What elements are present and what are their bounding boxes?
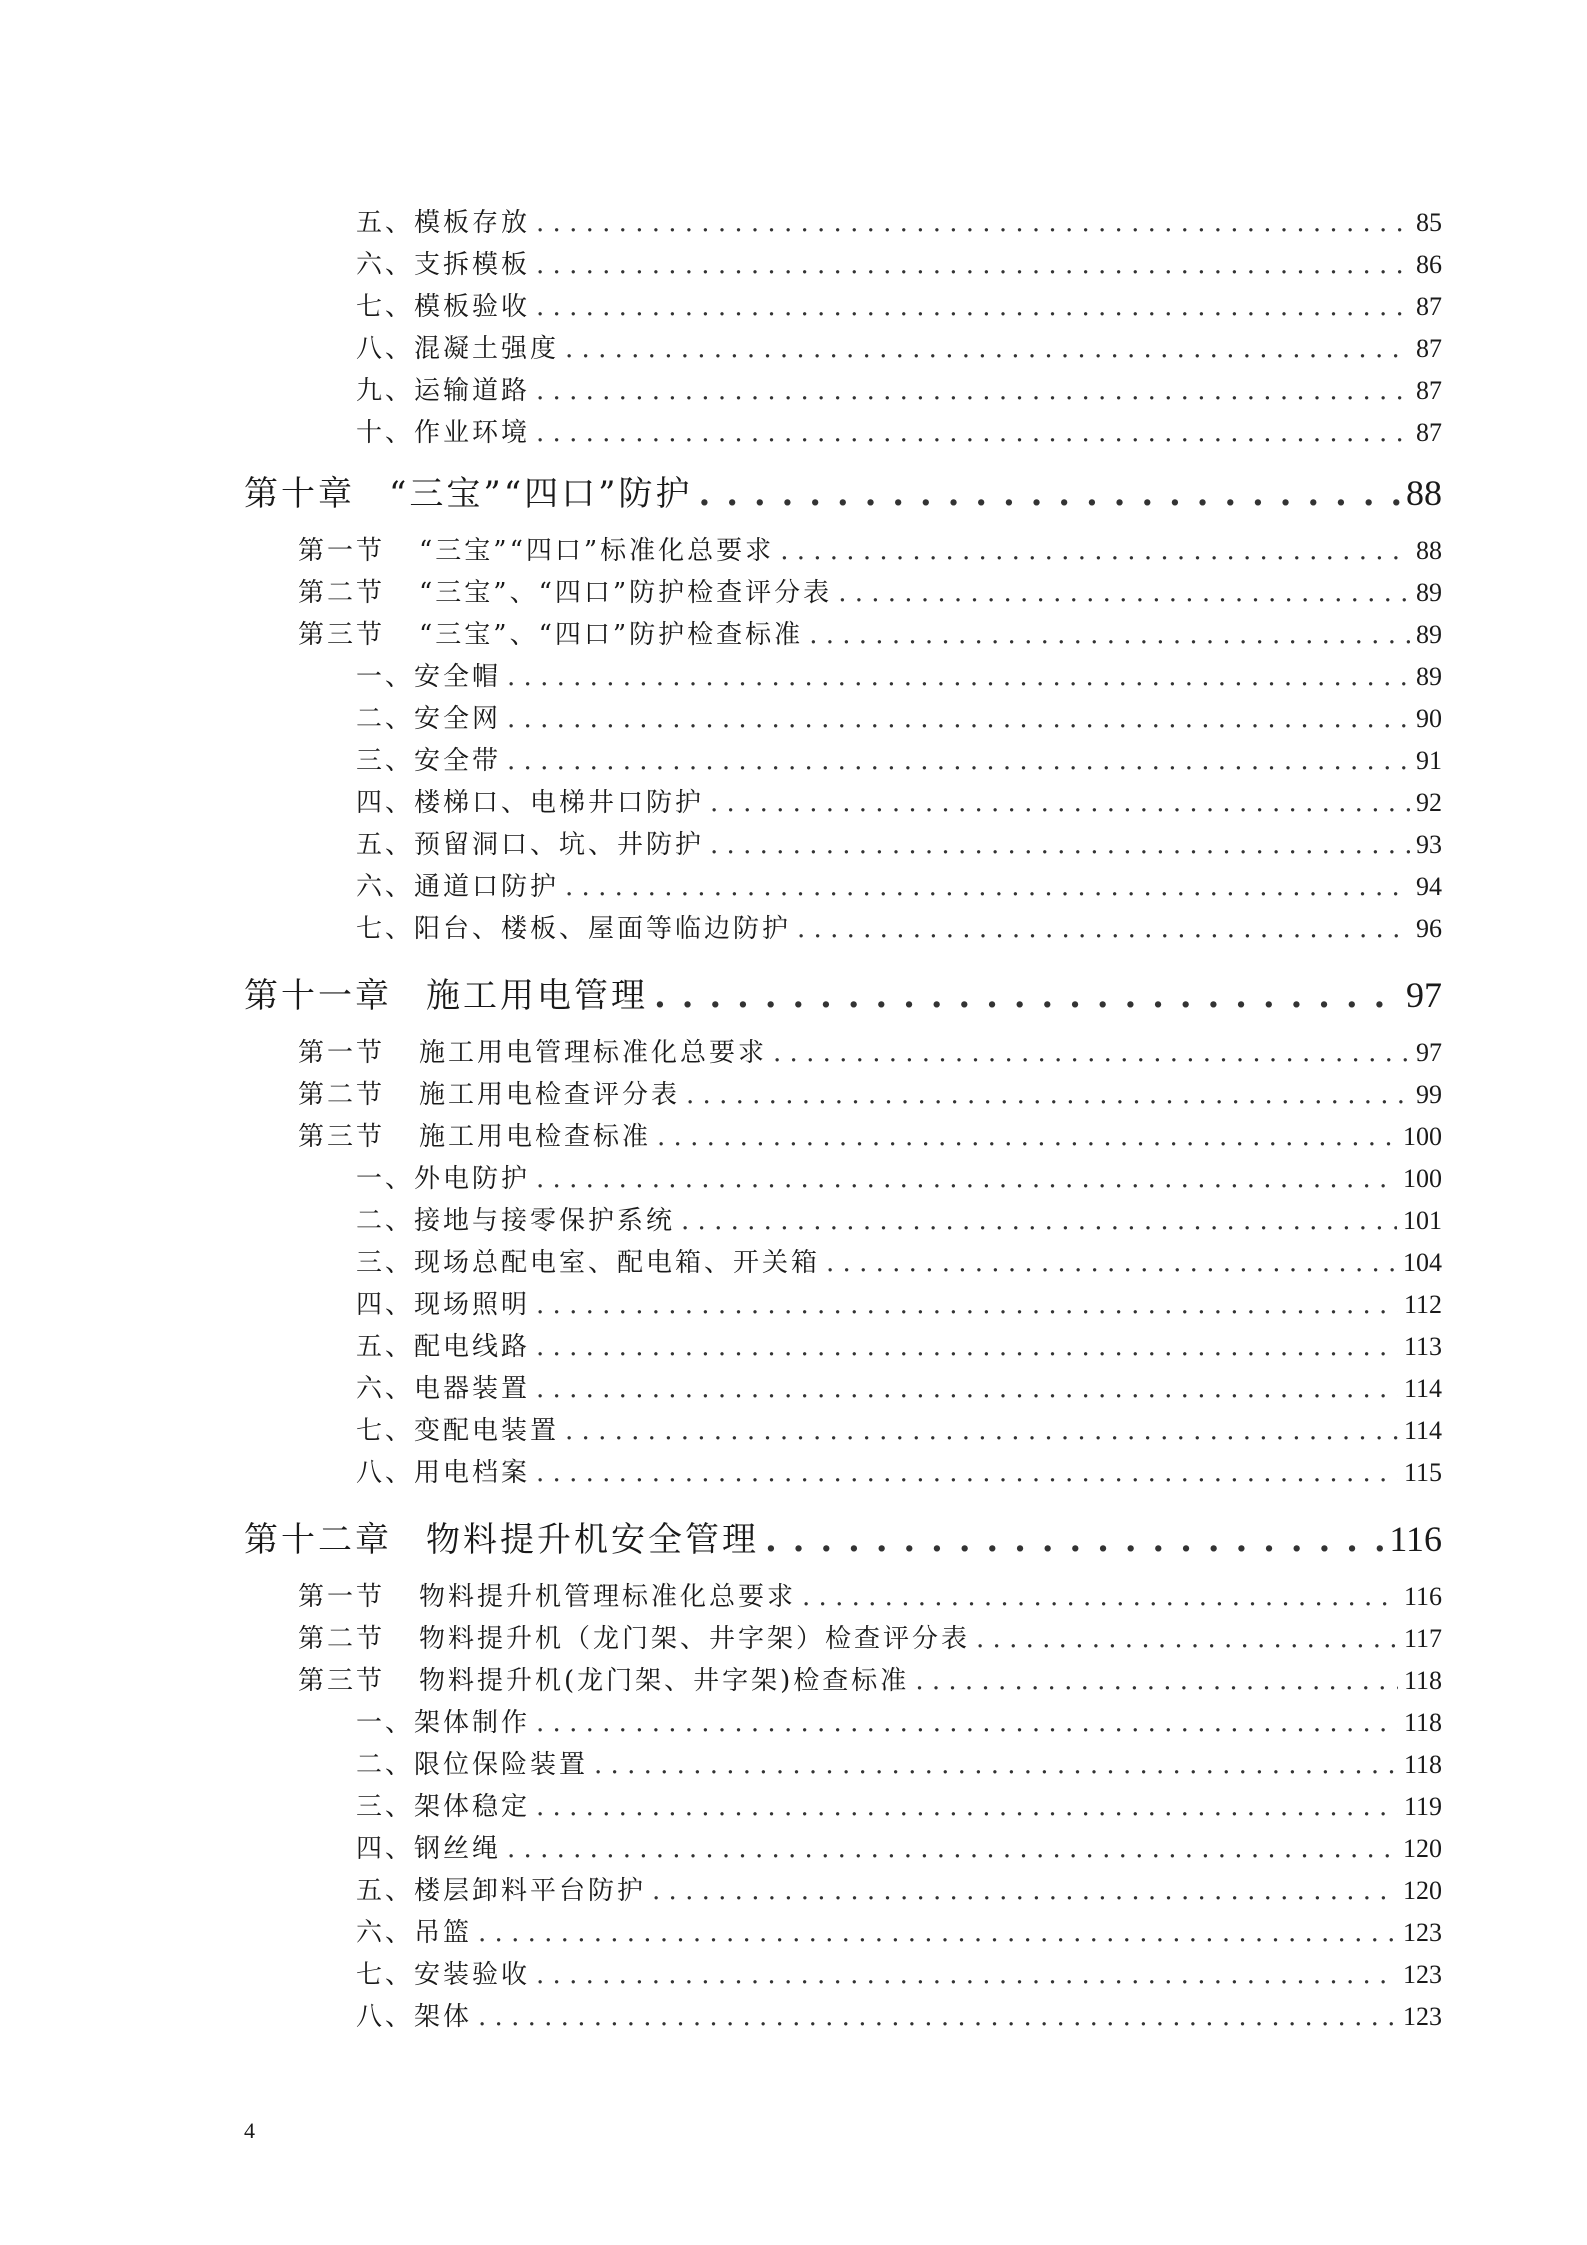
toc-item[interactable] [356,1368,1442,1405]
toc-entry-label: 物料提升机(龙门架、井字架)检查标准 [419,1666,910,1696]
toc-entry-title: 三、现场总配电室、配电箱、开关箱 [356,1248,821,1278]
toc-leader-dots [565,872,1410,902]
toc-entry-label: 施工用电管理标准化总要求 [419,1038,768,1068]
toc-leader-dots [536,1290,1398,1320]
toc-entry-number: 第一节 [298,1038,386,1068]
toc-section[interactable] [298,1116,1442,1153]
toc-leader-dots [773,1038,1410,1068]
toc-leader-dots [536,1164,1397,1194]
toc-item[interactable] [356,202,1442,239]
toc-item[interactable] [356,412,1442,449]
toc-entry-title: 七、阳台、楼板、屋面等临边防护 [356,914,792,944]
toc-page-number: 112 [1403,1290,1442,1319]
toc-page-number: 120 [1403,1876,1442,1905]
toc-entry-title: 八、架体 [356,2002,473,2032]
toc-entry-number: 第三节 [298,620,386,650]
toc-entry-title [244,1512,759,1561]
toc-leader-dots [765,1520,1383,1560]
toc-entry-title: 八、混凝土强度 [356,334,560,364]
toc-leader-dots [699,474,1400,514]
toc-page-number: 113 [1403,1332,1442,1361]
toc-entry-label: 物料提升机管理标准化总要求 [419,1582,797,1612]
toc-leader-dots [536,292,1410,322]
toc-section[interactable] [298,572,1442,609]
toc-item[interactable] [356,1744,1442,1781]
toc-leader-dots [654,976,1400,1016]
toc-leader-dots [507,662,1410,692]
toc-entry-title [298,1032,767,1069]
toc-entry-number: 第三节 [298,1122,386,1152]
toc-leader-dots [915,1666,1398,1696]
toc-item[interactable] [356,824,1442,861]
toc-item[interactable] [356,1326,1442,1363]
toc-chapter[interactable] [244,1512,1442,1561]
toc-item[interactable] [356,740,1442,777]
toc-entry-title: 三、架体稳定 [356,1792,531,1822]
toc-leader-dots [809,620,1410,650]
toc-entry-title [298,572,832,609]
toc-section[interactable] [298,530,1442,567]
toc-page-number: 89 [1416,662,1442,691]
toc-entry-title: 五、楼层卸料平台防护 [356,1876,647,1906]
toc-entry-label: 物料提升机（龙门架、井字架）检查评分表 [419,1624,971,1654]
toc-page-number: 118 [1403,1750,1442,1779]
toc-leader-dots [710,788,1410,818]
toc-entry-title: 二、接地与接零保护系统 [356,1206,676,1236]
toc-entry-number: 第一节 [298,536,386,566]
toc-page-number: 104 [1403,1248,1442,1277]
toc-item[interactable] [356,244,1442,281]
toc-page-number: 120 [1403,1834,1442,1863]
toc-entry-title: 九、运输道路 [356,376,531,406]
toc-page-number: 87 [1416,418,1442,447]
toc-entry-number: 第三节 [298,1666,386,1696]
toc-leader-dots [478,1918,1397,1948]
toc-leader-dots [802,1582,1398,1612]
toc-item[interactable] [356,1870,1442,1907]
toc-leader-dots [657,1122,1397,1152]
toc-page-number: 96 [1416,914,1442,943]
toc-page-number: 88 [1406,473,1442,513]
toc-entry-title [298,1660,909,1697]
toc-entry-number: 第一节 [298,1582,386,1612]
toc-entry-number: 第十一章 [244,976,392,1016]
toc-entry-title [298,1116,651,1153]
toc-entry-label: 物料提升机安全管理 [426,1520,759,1560]
toc-item[interactable] [356,1452,1442,1489]
toc-leader-dots [686,1080,1410,1110]
toc-leader-dots [652,1876,1397,1906]
toc-entry-title [298,1074,680,1111]
toc-leader-dots [536,418,1410,448]
toc-entry-title: 二、限位保险装置 [356,1750,589,1780]
toc-entry-label: 施工用电检查标准 [419,1122,652,1152]
toc-entry-title: 七、变配电装置 [356,1416,560,1446]
toc-entry-label: 施工用电检查评分表 [419,1080,681,1110]
toc-page-number: 123 [1403,1918,1442,1947]
toc-page-number: 100 [1403,1164,1442,1193]
toc-leader-dots [478,2002,1397,2032]
toc-section[interactable] [298,614,1442,651]
toc-leader-dots [826,1248,1397,1278]
toc-item[interactable] [356,1242,1442,1279]
toc-entry-title: 四、楼梯口、电梯井口防护 [356,788,705,818]
toc-leader-dots [976,1624,1398,1654]
toc-entry-title: 七、模板验收 [356,292,531,322]
toc-entry-title: 一、安全帽 [356,662,502,692]
page-number: 4 [244,2118,255,2143]
toc-page-number: 123 [1403,2002,1442,2031]
toc-page-number: 119 [1403,1792,1442,1821]
toc-item[interactable] [356,1912,1442,1949]
toc-page-number: 114 [1403,1374,1442,1403]
toc-page-number: 116 [1403,1582,1442,1611]
toc-item[interactable] [356,656,1442,693]
toc-entry-title: 一、外电防护 [356,1164,531,1194]
toc-section[interactable] [298,1032,1442,1069]
toc-leader-dots [536,250,1410,280]
toc-leader-dots [536,1374,1398,1404]
toc-page-number: 86 [1416,250,1442,279]
toc-page-number: 116 [1389,1519,1442,1559]
toc-leader-dots [536,1792,1398,1822]
toc-entry-title: 三、安全带 [356,746,502,776]
toc-entry-title: 五、模板存放 [356,208,531,238]
toc-chapter[interactable] [244,466,1442,515]
toc-leader-dots [536,1960,1397,1990]
toc-entry-title: 六、电器装置 [356,1374,531,1404]
toc-leader-dots [780,536,1410,566]
toc-entry-label: “三宝”“四口”标准化总要求 [419,536,775,566]
toc-page-number: 123 [1403,1960,1442,1989]
toc-entry-title: 一、架体制作 [356,1708,531,1738]
toc-item[interactable] [356,866,1442,903]
toc-page-number: 101 [1403,1206,1442,1235]
toc-entry-number: 第十二章 [244,1520,392,1560]
toc-item[interactable] [356,1996,1442,2033]
toc-page-number: 114 [1403,1416,1442,1445]
toc-page-number: 117 [1403,1624,1442,1653]
toc-leader-dots [536,1708,1398,1738]
toc-section[interactable] [298,1618,1442,1655]
toc-entry-title [244,466,693,515]
toc-item[interactable] [356,1200,1442,1237]
toc-entry-title: 二、安全网 [356,704,502,734]
toc-leader-dots [507,746,1410,776]
toc-item[interactable] [356,782,1442,819]
toc-page-number: 118 [1403,1666,1442,1695]
toc-entry-number: 第二节 [298,578,386,608]
toc-entry-title: 六、吊篮 [356,1918,473,1948]
toc-leader-dots [681,1206,1397,1236]
toc-leader-dots [536,1332,1398,1362]
toc-entry-label: “三宝”、“四口”防护检查标准 [419,620,804,650]
toc-leader-dots [710,830,1410,860]
toc-entry-title [298,614,803,651]
toc-item[interactable] [356,1284,1442,1321]
toc-entry-title: 七、安装验收 [356,1960,531,1990]
toc-entry-label: 施工用电管理 [426,976,648,1016]
toc-page-number: 100 [1403,1122,1442,1151]
toc-leader-dots [507,704,1410,734]
toc-item[interactable] [356,1828,1442,1865]
toc-entry-number: 第二节 [298,1624,386,1654]
toc-page-number: 87 [1416,376,1442,405]
toc-page-number: 90 [1416,704,1442,733]
toc-page-number: 91 [1416,746,1442,775]
toc-page-number: 94 [1416,872,1442,901]
toc-item[interactable] [356,328,1442,365]
toc-page-number: 92 [1416,788,1442,817]
toc-entry-title: 四、现场照明 [356,1290,531,1320]
toc-entry-title [244,968,648,1017]
toc-entry-title [298,530,774,567]
toc-section[interactable] [298,1576,1442,1613]
toc-entry-title [298,1618,970,1655]
toc-entry-title: 五、配电线路 [356,1332,531,1362]
toc-page-number: 97 [1406,975,1442,1015]
toc-page-number: 88 [1416,536,1442,565]
toc-leader-dots [565,1416,1398,1446]
toc-leader-dots [797,914,1410,944]
toc-page-number: 89 [1416,578,1442,607]
toc-entry-title: 六、通道口防护 [356,872,560,902]
toc-entry-title: 四、钢丝绳 [356,1834,502,1864]
toc-page-number: 87 [1416,292,1442,321]
toc-entry-title: 五、预留洞口、坑、井防护 [356,830,705,860]
toc-entry-label: “三宝”、“四口”防护检查评分表 [419,578,833,608]
toc-item[interactable] [356,1158,1442,1195]
toc-item[interactable] [356,1954,1442,1991]
toc-page-number: 87 [1416,334,1442,363]
toc-entry-label: “三宝”“四口”防护 [389,474,693,514]
toc-item[interactable] [356,1410,1442,1447]
toc-entry-title: 十、作业环境 [356,418,531,448]
toc-section[interactable] [298,1660,1442,1697]
toc-leader-dots [594,1750,1398,1780]
toc-page-number: 115 [1403,1458,1442,1487]
toc-entry-number: 第十章 [244,474,355,514]
toc-leader-dots [536,1458,1398,1488]
toc-leader-dots [536,376,1410,406]
toc-section[interactable] [298,1074,1442,1111]
toc-leader-dots [565,334,1410,364]
toc-entry-number: 第二节 [298,1080,386,1110]
toc-leader-dots [536,208,1410,238]
toc-item[interactable] [356,370,1442,407]
toc-entry-title [298,1576,796,1613]
toc-page-number: 93 [1416,830,1442,859]
toc-item[interactable] [356,908,1442,945]
toc-chapter[interactable] [244,968,1442,1017]
toc-leader-dots [507,1834,1397,1864]
toc-item[interactable] [356,1702,1442,1739]
toc-page-number: 89 [1416,620,1442,649]
toc-item[interactable] [356,286,1442,323]
toc-item[interactable] [356,698,1442,735]
toc-leader-dots [838,578,1410,608]
toc-item[interactable] [356,1786,1442,1823]
toc-entry-title: 八、用电档案 [356,1458,531,1488]
toc-entry-title: 六、支拆模板 [356,250,531,280]
toc-page-number: 85 [1416,208,1442,237]
toc-page-number: 99 [1416,1080,1442,1109]
toc-page-number: 118 [1403,1708,1442,1737]
toc-page-number: 97 [1416,1038,1442,1067]
